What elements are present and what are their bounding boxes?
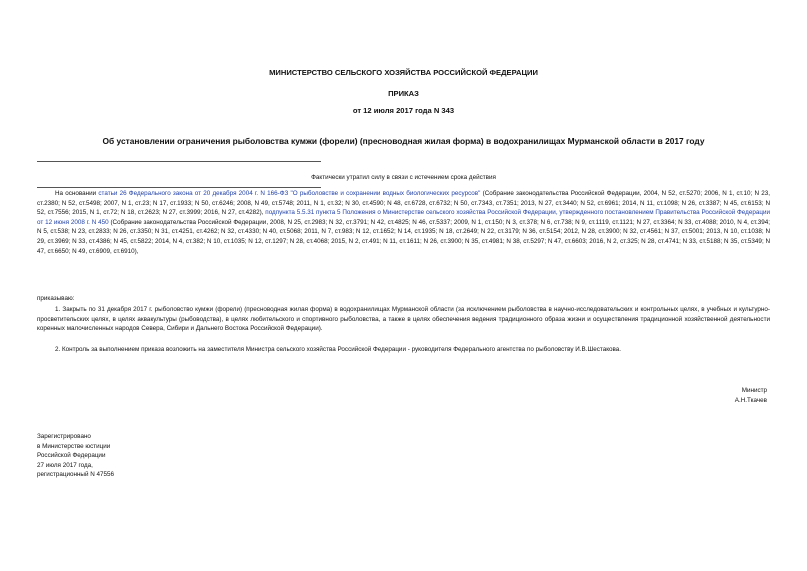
registration-block	[37, 432, 337, 480]
preamble-tail: (Собрание законодательства Российской Федерации, 2008, N 25, ст.2983; N 32, ст.3791; N 42, ст.4825; N 46, ст.5337; 2009, N 1, ст.150; N 3, ст.378; N 6, ст.738; N 9, ст.1119, ст.1121; N 27, ст.3364; N 33, ст.4088; 2010, N 4, ст.394; N 5, ст.538; N 23, ст.2833; N 26, ст.3350; N 31, ст.4251, ст.4262; N 32, ст.4330; N 40, ст.5068; 2011, N 7, ст.983; N 12, ст.1652; N 14, ст.1935; N 18, ст.2649; N 22, ст.3179; N 36, ст.5154; 2012, N 28, ст.3900; N 32, ст.4561; N 37, ст.5001; 2013, N 10, ст.1038; N 29, ст.3969; N 33, ст.4386; N 45, ст.5822; 2014, N 4, ст.382; N 10, ст.1035; N 12, ст.1297; N 28, ст.4068; 2015, N 2, ст.491; N 11, ст.1611; N 26, ст.3900; N 35, ст.4981; N 38, ст.5297; N 47, ст.6603; 2016, N 2, ст.325; N 28, ст.4741; N 33, ст.5188; N 35, ст.5349; N 47, ст.6650; N 49, ст.6909, ст.6910),	[37, 218, 771, 255]
status-note: Фактически утратил силу в связи с истечением срока действия	[311, 174, 496, 181]
signer-position: Министр	[741, 387, 767, 394]
preamble-lead: На основании	[55, 190, 99, 197]
regulation-link[interactable]: подпункта 5.5.31 пункта 5 Положения о Министерстве сельского хозяйства Российской Федерации, утвержденного постановлением Правительства Российской Федерации от 12 июня 2008 г. N 450	[37, 209, 770, 226]
registration-line: Российской Федерации	[37, 452, 106, 460]
order-item-2: 2. Контроль за выполнением приказа возложить на заместителя Министра сельского хозяйства Российской Федерации - руководителя Федерального агентства по рыболовству И.В.Шестакова.	[55, 346, 622, 353]
order-word: приказываю:	[37, 295, 75, 302]
divider-bottom	[37, 187, 321, 188]
law-article-link[interactable]: статьи 26 Федерального закона от 20 декабря 2004 г. N 166-ФЗ "О рыболовстве и сохранении водных биологических ресурсов"	[98, 190, 481, 197]
divider-top	[37, 161, 321, 162]
order-item-1: 1. Закрыть по 31 декабря 2017 г. рыболовство кумжи (форели) (пресноводная жилая форма) в водохранилищах Мурманской области (за исключением рыболовства в научно-исследовательских и контрольных целях, в учебных и культурно-просветительских целях, в целях аквакультуры (рыбоводства), в целях любительского и спортивного рыболовства, а также в целях обеспечения ведения традиционного образа жизни и осуществления традиционной хозяйственной деятельности коренных малочисленных народов Севера, Сибири и Дальнего Востока Российской Федерации).	[37, 306, 770, 333]
signer-name: А.Н.Ткачев	[734, 396, 767, 404]
ministry-heading: МИНИСТЕРСТВО СЕЛЬСКОГО ХОЗЯЙСТВА РОССИЙСКОЙ ФЕДЕРАЦИИ	[269, 68, 538, 77]
doc-type-heading: ПРИКАЗ	[388, 89, 419, 98]
registration-line: регистрационный N 47556	[37, 471, 115, 479]
registration-line: в Министерстве юстиции	[37, 442, 111, 450]
preamble-mid: (Собрание законодательства Российской Федерации, 2004, N 52, ст.5270; 2006, N 1, ст.10; N 23, ст.2380; N 52, ст.5498; 2007, N 1, ст.23; N 17, ст.1933; N 50, ст.6246; 2008, N 49, ст.5748; 2011, N 1, ст.32; N 30, ст.4590; N 48, ст.6728, ст.6732; N 50, ст.7343, ст.7351; 2013, N 27, ст.3440; N 52, ст.6961; 2014, N 11, ст.1098; N 26, ст.3387; N 45, ст.6153; N 52, ст.7556; 2015, N 1, ст.72; N 18, ст.2623; N 27, ст.3999; 2016, N 27, ст.4282),	[37, 190, 770, 217]
doc-date-number: от 12 июля 2017 года N 343	[352, 106, 455, 115]
registration-line: Зарегистрировано	[37, 433, 91, 440]
registration-line: 27 июля 2017 года,	[37, 461, 93, 469]
signature-block	[567, 386, 767, 405]
preamble-paragraph	[37, 189, 770, 256]
document-title: Об установлении ограничения рыболовства кумжи (форели) (пресноводная жилая форма) в водохранилищах Мурманской области в 2017 году	[102, 136, 705, 146]
